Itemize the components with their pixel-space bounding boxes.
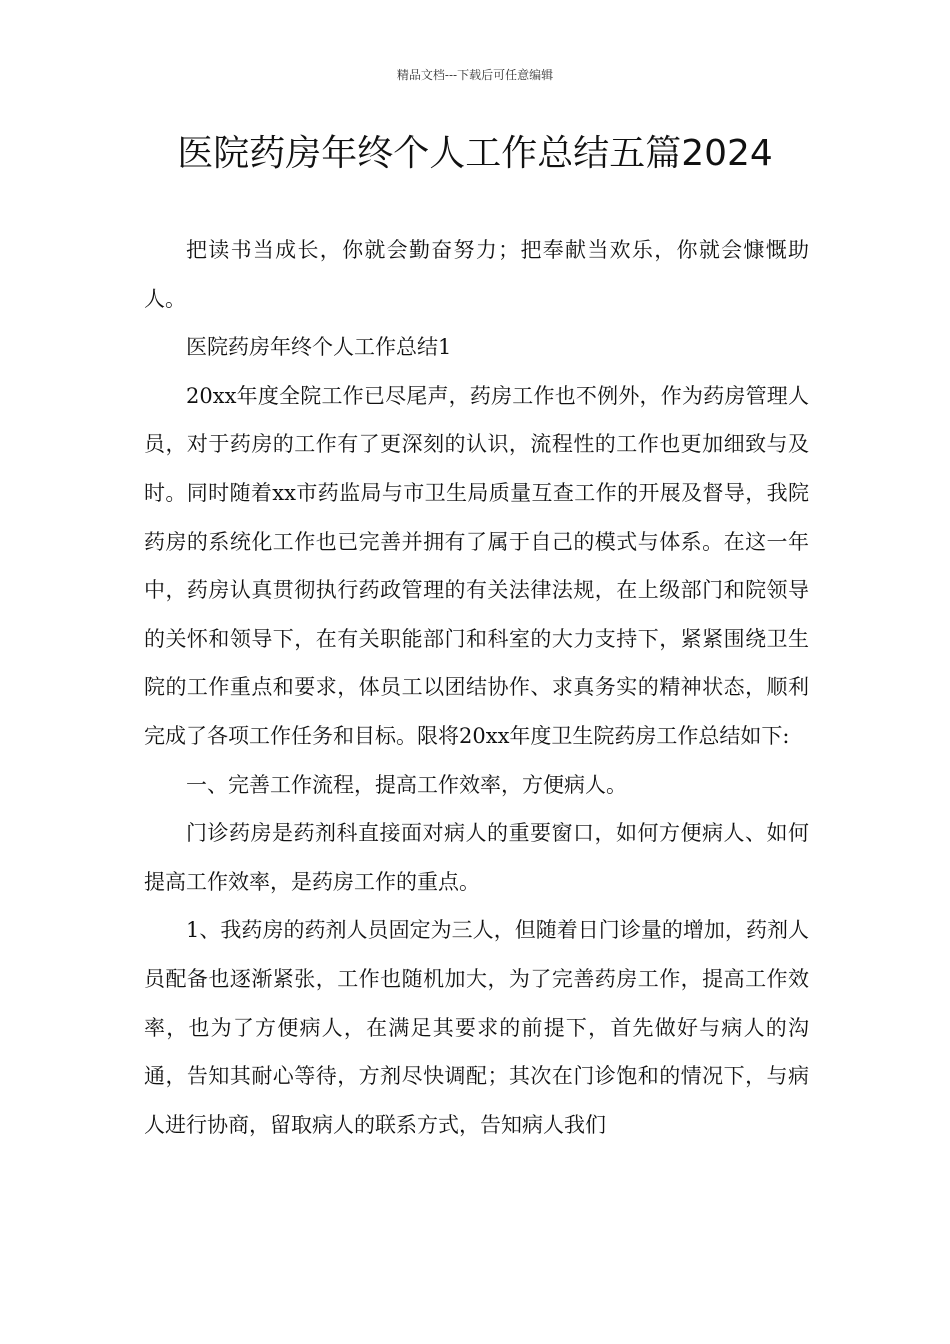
paragraph-intro: 把读书当成长，你就会勤奋努力；把奉献当欢乐，你就会慷慨助人。 (144, 238, 809, 311)
header-note: 精品文档---下载后可任意编辑 (396, 68, 554, 82)
document-body (144, 226, 809, 1149)
document-title: 医院药房年终个人工作总结五篇2024 (177, 133, 773, 174)
paragraph-section-1: 一、完善工作流程，提高工作效率，方便病人。 (186, 772, 627, 797)
paragraph-summary: 20xx年度全院工作已尽尾声，药房工作也不例外，作为药房管理人员，对于药房的工作有了更深刻的认识，流程性的工作也更加细致与及时。同时随着xx市药监局与市卫生局质量互查工作的开展及督导，我院药房的系统化工作也已完善并拥有了属于自己的模式与体系。在这一年中，药房认真贯彻执行药政管理的有关法律法规，在上级部门和院领导的关怀和领导下，在有关职能部门和科室的大力支持下，紧紧围绕卫生院的工作重点和要求，体员工以团结协作、求真务实的精神状态，顺利完成了各项工作任务和目标。限将20xx年度卫生院药房工作总结如下: (144, 383, 809, 748)
paragraph-item-1: 1、我药房的药剂人员固定为三人，但随着日门诊量的增加，药剂人员配备也逐渐紧张，工作也随机加大，为了完善药房工作，提高工作效率，也为了方便病人，在满足其要求的前提下，首先做好与病人的沟通，告知其耐心等待，方剂尽快调配；其次在门诊饱和的情况下，与病人进行协商，留取病人的联系方式，告知病人我们 (144, 918, 809, 1137)
paragraph-pharmacy-window: 门诊药房是药剂科直接面对病人的重要窗口，如何方便病人、如何提高工作效率，是药房工作的重点。 (144, 821, 809, 894)
paragraph-heading-1: 医院药房年终个人工作总结1 (186, 335, 452, 360)
